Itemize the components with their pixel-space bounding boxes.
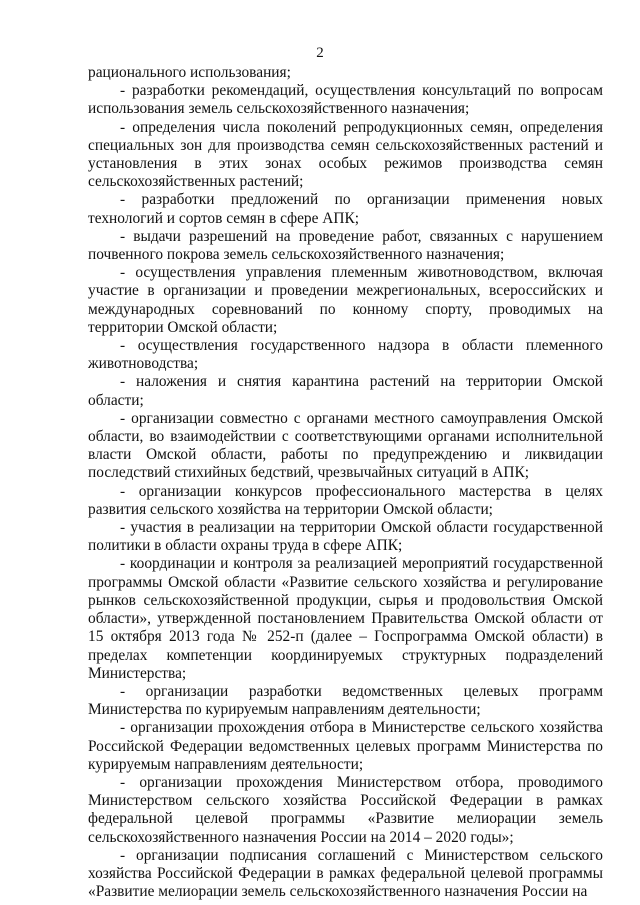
paragraph: - организации прохождения Министерством отбора, проводимого Министерством сельского хозяйства Российской Федерации в рамках федеральной целевой программы «Развитие мелиорации земель сельскохозяйственного назначения России на 2014 – 2020 годы»; xyxy=(88,773,603,846)
paragraph: - организации подписания соглашений с Министерством сельского хозяйства Российской Федерации в рамках федеральной целевой программы «Развитие мелиорации земель сельскохозяйственного назначения России на xyxy=(88,846,603,901)
paragraph: - организации прохождения отбора в Министерстве сельского хозяйства Российской Федерации ведомственных целевых программ Министерства по курируемым направлениям деятельности; xyxy=(88,719,603,773)
page-number: 2 xyxy=(316,45,324,61)
paragraph: - наложения и снятия карантина растений на территории Омской области; xyxy=(88,373,603,409)
paragraph: - разработки рекомендаций, осуществления консультаций по вопросам использования земель сельскохозяйственного назначения; xyxy=(88,82,603,118)
paragraph: - определения числа поколений репродукционных семян, определения специальных зон для производства семян сельскохозяйственных растений и установления в этих зонах особых режимов производства семян сельскохозяйственных растений; xyxy=(88,118,603,191)
paragraph: - организации разработки ведомственных целевых программ Министерства по курируемым направлениям деятельности; xyxy=(88,682,603,719)
paragraph: - организации конкурсов профессионального мастерства в целях развития сельского хозяйства на территории Омской области; xyxy=(88,482,603,518)
document-body xyxy=(88,64,603,901)
paragraph: - разработки предложений по организации применения новых технологий и сортов семян в сфере АПК; xyxy=(88,191,603,227)
paragraph: - осуществления государственного надзора в области племенного животноводства; xyxy=(88,337,603,373)
paragraph: - организации совместно с органами местного самоуправления Омской области, во взаимодействии с соответствующими органами исполнительной власти Омской области, работы по предупреждению и ликвидации последствий стихийных бедствий, чрезвычайных ситуаций в АПК; xyxy=(88,409,603,482)
paragraph: рационального использования; xyxy=(88,64,291,81)
paragraph: - участия в реализации на территории Омской области государственной политики в области охраны труда в сфере АПК; xyxy=(88,519,603,555)
paragraph: - координации и контроля за реализацией мероприятий государственной программы Омской области «Развитие сельского хозяйства и регулирование рынков сельскохозяйственной продукции, сырья и продовольствия Омской области», утвержденной постановлением Правительства Омской области от 15 октября 2013 года № 252-п (далее – Госпрограмма Омской области) в пределах компетенции координируемых структурных подразделений Министерства; xyxy=(88,555,603,682)
paragraph: - выдачи разрешений на проведение работ, связанных с нарушением почвенного покрова земель сельскохозяйственного назначения; xyxy=(88,227,603,264)
paragraph: - осуществления управления племенным животноводством, включая участие в организации и проведении межрегиональных, всероссийских и международных соревнований по конному спорту, проводимых на территории Омской области; xyxy=(88,264,603,336)
